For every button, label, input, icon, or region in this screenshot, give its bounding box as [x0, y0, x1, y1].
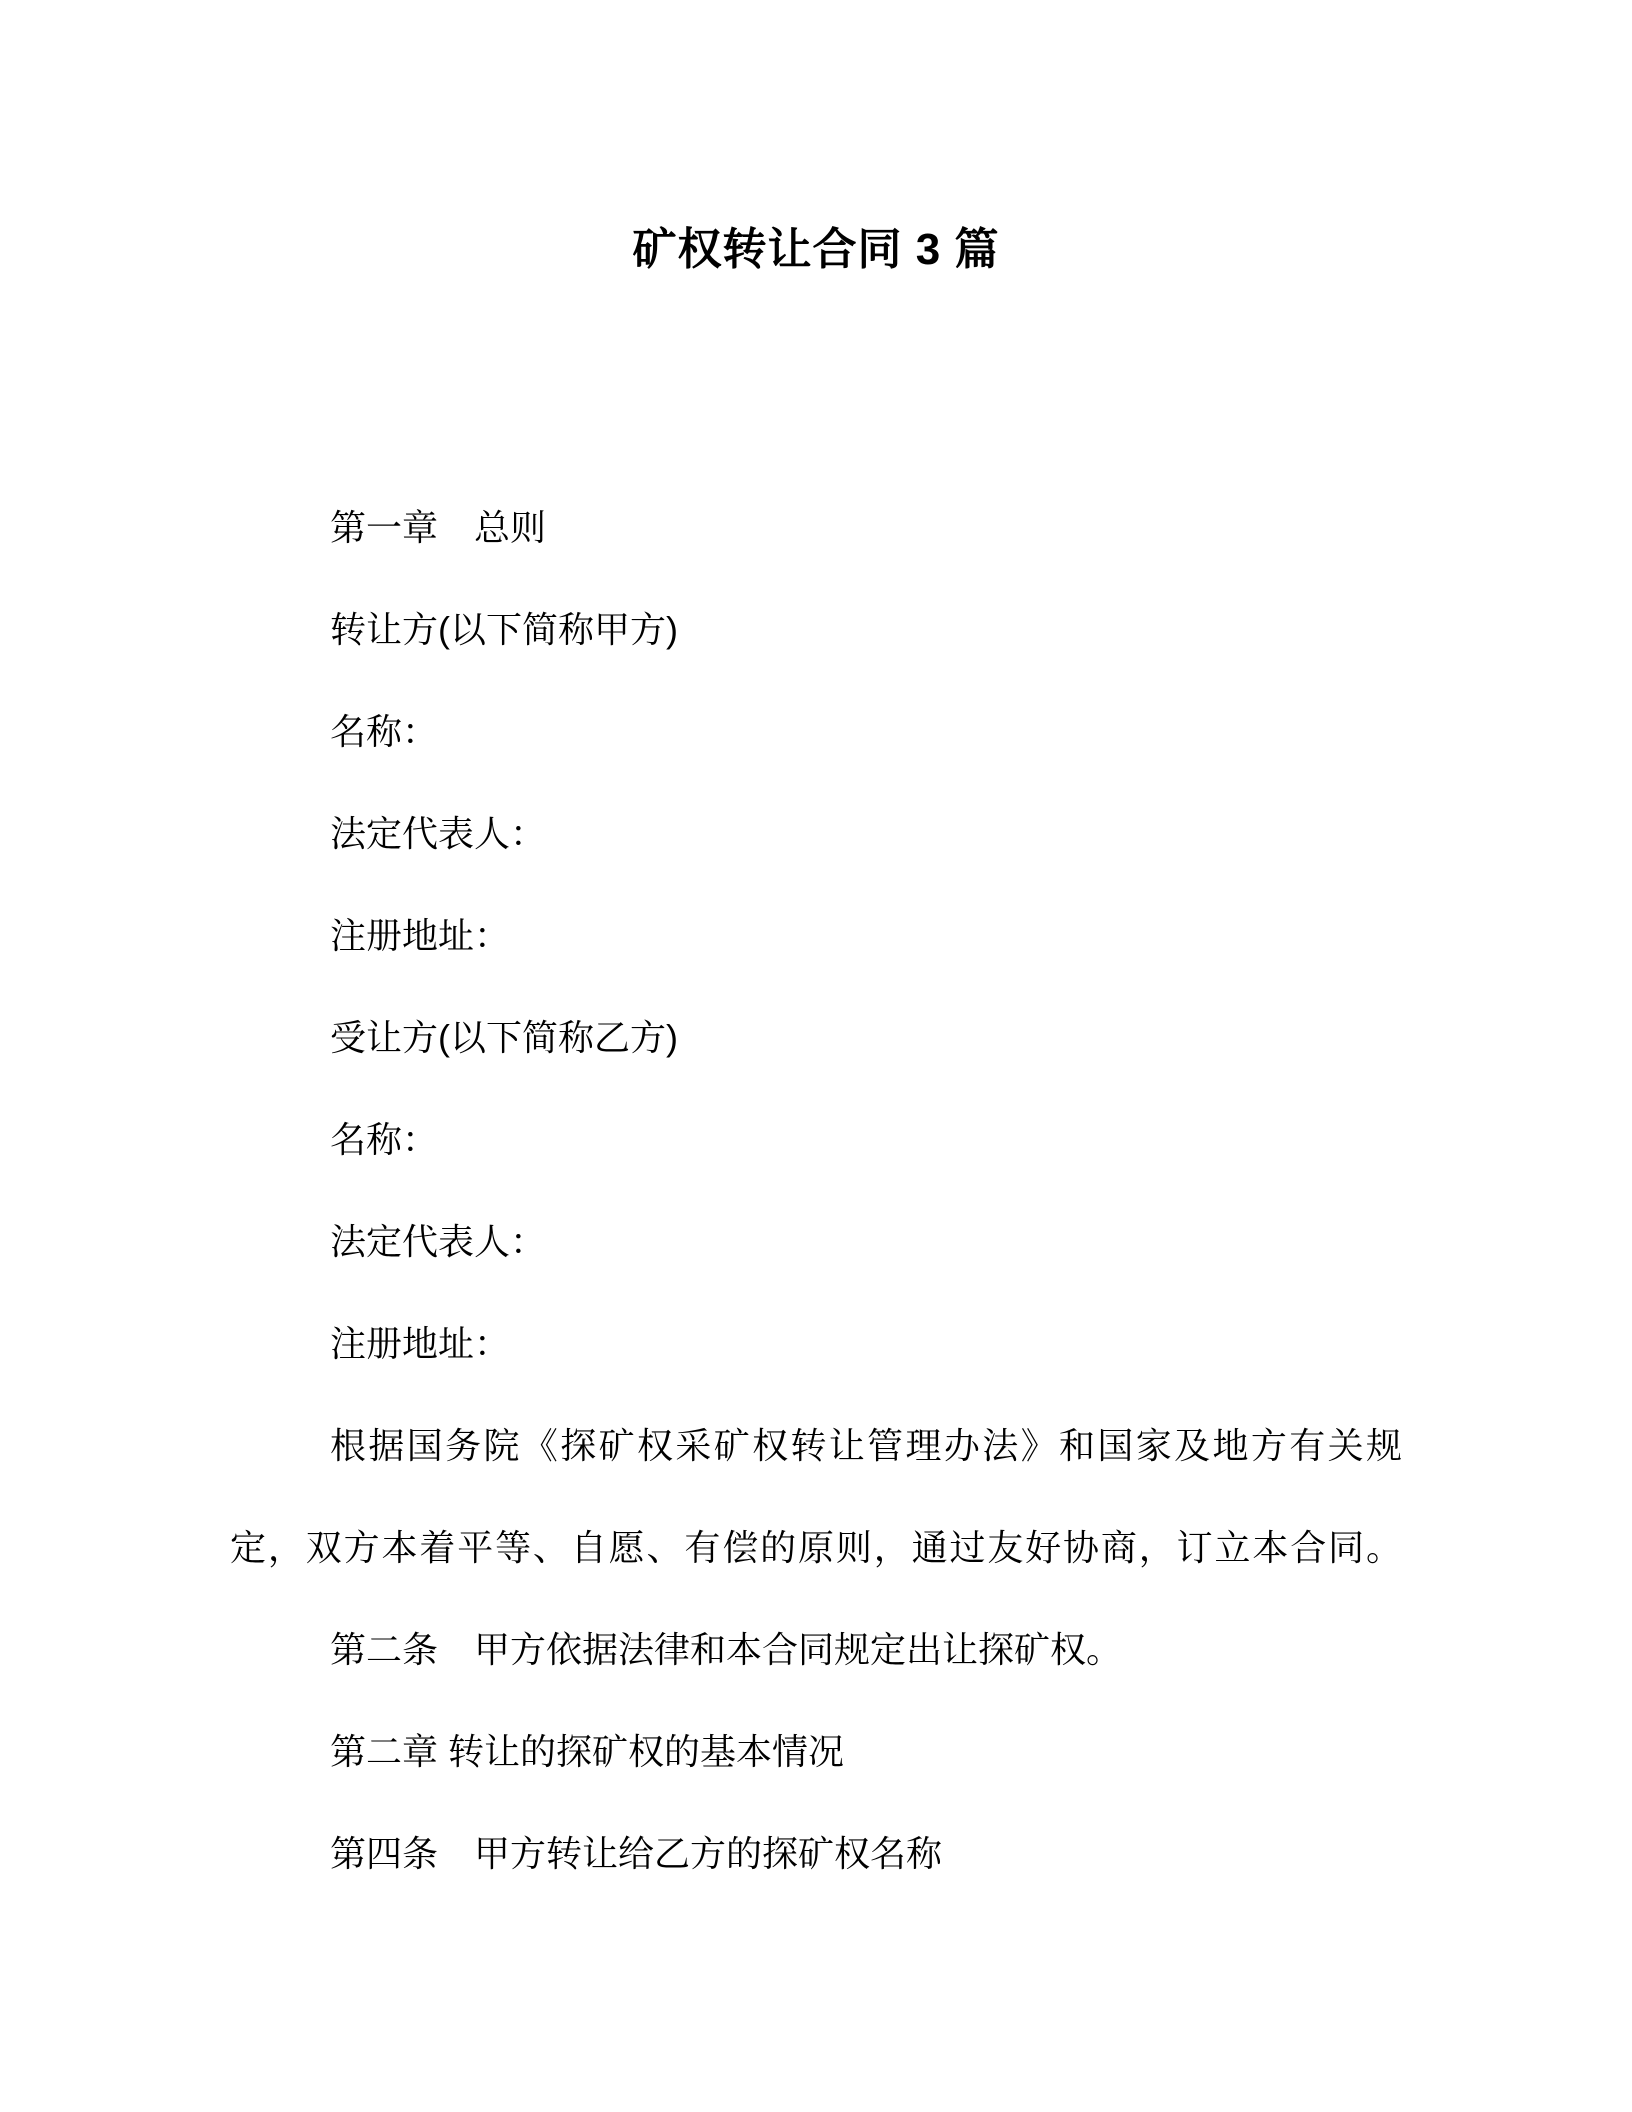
party-a-name-label: 名称： [330, 711, 439, 752]
party-b-name-label: 名称： [330, 1119, 439, 1160]
chapter1-heading: 第一章 总则 [330, 507, 547, 548]
party-b-intro: 受让方(以下简称乙方) [330, 1017, 678, 1058]
party-a-intro: 转让方(以下简称甲方) [330, 609, 678, 650]
basis-clause-paragraph [230, 1395, 1402, 1599]
party-a-address-label: 注册地址： [330, 915, 511, 956]
party-b-legal-rep-label: 法定代表人： [330, 1221, 547, 1262]
basis-clause-line-2: 定，双方本着平等、自愿、有偿的原则，通过友好协商，订立本合同。 [230, 1527, 1402, 1568]
party-a-legal-rep-label: 法定代表人： [330, 813, 547, 854]
article-4-clause: 第四条 甲方转让给乙方的探矿权名称 [330, 1833, 943, 1874]
document-title: 矿权转让合同 3 篇 [632, 225, 1000, 274]
article-2-clause: 第二条 甲方依据法律和本合同规定出让探矿权。 [330, 1629, 1123, 1670]
basis-clause-line-1: 根据国务院《探矿权采矿权转让管理办法》和国家及地方有关规 [330, 1425, 1402, 1466]
party-b-address-label: 注册地址： [330, 1323, 511, 1364]
document-body [230, 477, 1402, 1905]
chapter2-heading: 第二章 转让的探矿权的基本情况 [330, 1731, 845, 1772]
